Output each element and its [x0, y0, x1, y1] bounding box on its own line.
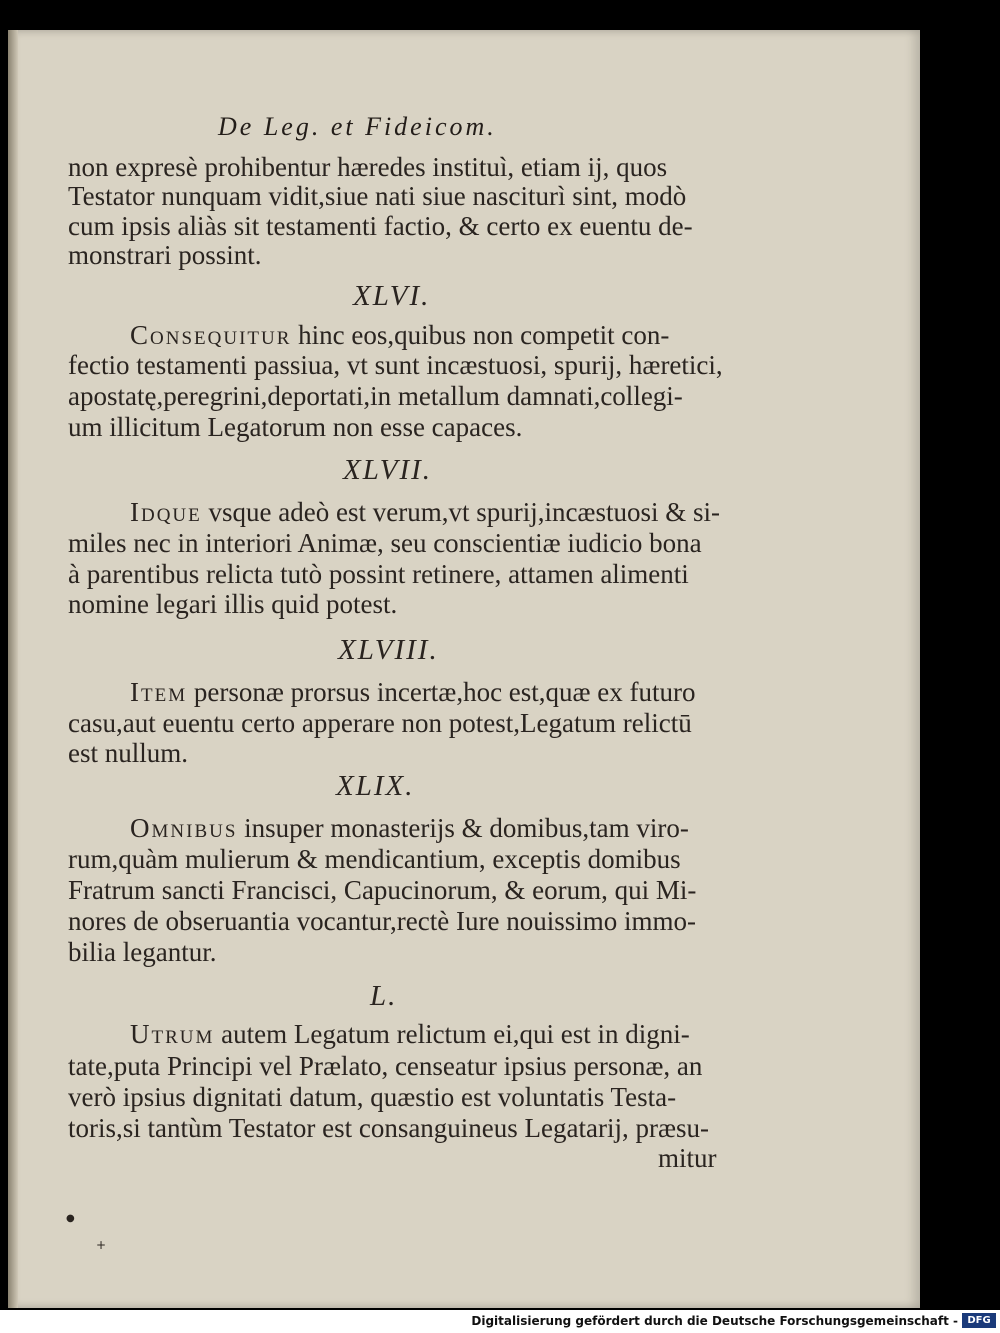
text-line: Testator nunquam vidit,siue nati siue nasciturì sint, modò — [68, 181, 687, 211]
text-line: toris,si tantùm Testator est consanguineus Legatarij, præsu- — [68, 1113, 709, 1143]
text-line: casu,aut euentu certo apperare non potest,Legatum relictū — [68, 708, 692, 738]
section-lead-word: Utrum — [130, 1019, 215, 1049]
text-line: rum,quàm mulierum & mendicantium, exceptis domibus — [68, 844, 681, 874]
text-line: Fratrum sancti Francisci, Capucinorum, & eorum, qui Mi- — [68, 875, 697, 905]
section-numeral: XLVII. — [343, 454, 433, 486]
section-numeral: L. — [370, 980, 398, 1012]
section-numeral: XLIX. — [336, 770, 415, 802]
text-line: hinc eos,quibus non competit con- — [291, 320, 670, 350]
ink-speck: + — [96, 1238, 107, 1252]
section-lead-word: Consequitur — [130, 320, 292, 350]
text-line: miles nec in interiori Animæ, seu conscientiæ iudicio bona — [68, 528, 702, 558]
text-line: insuper monasterijs & domibus,tam viro- — [237, 813, 689, 843]
text-line: apostatę,peregrini,deportati,in metallum damnati,collegi- — [68, 381, 683, 411]
text-line: autem Legatum relictum ei,qui est in digni- — [214, 1019, 690, 1049]
text-line: cum ipsis aliàs sit testamenti factio, & certo ex euentu de- — [68, 211, 693, 241]
text-line: non expresè prohibentur hæredes instituì, etiam ij, quos — [68, 152, 668, 182]
section-lead-word: Idque — [130, 497, 202, 527]
text-line: vsque adeò est verum,vt spurij,incæstuosi & si- — [201, 497, 720, 527]
text-line: à parentibus relicta tutò possint retinere, attamen alimenti — [68, 559, 689, 589]
text-line: fectio testamenti passiua, vt sunt incæstuosi, spurij, hæretici, — [68, 350, 723, 380]
book-page — [8, 30, 920, 1308]
section-lead-word: Item — [130, 677, 188, 707]
section-lead-word: Omnibus — [130, 813, 238, 843]
section-numeral: XLVI. — [353, 280, 431, 312]
text-line: bilia legantur. — [68, 937, 217, 967]
section-numeral: XLVIII. — [338, 634, 439, 666]
text-line: um illicitum Legatorum non esse capaces. — [68, 412, 523, 442]
funding-credit: Digitalisierung gefördert durch die Deutsche Forschungsgemeinschaft - — [471, 1314, 958, 1328]
text-line: verò ipsius dignitati datum, quæstio est voluntatis Testa- — [68, 1082, 677, 1112]
text-line: personæ prorsus incertæ,hoc est,quæ ex futuro — [187, 677, 696, 707]
catchword: mitur — [658, 1143, 717, 1173]
text-line: nomine legari illis quid potest. — [68, 589, 398, 619]
digitization-footer — [0, 1310, 1000, 1333]
dfg-logo: DFG — [962, 1313, 996, 1328]
running-header: De Leg. et Fideicom. — [218, 112, 497, 141]
page-gutter — [8, 30, 18, 1308]
text-line: est nullum. — [68, 738, 188, 768]
text-line: nores de obseruantia vocantur,rectè Iure nouissimo immo- — [68, 906, 696, 936]
ink-speck: ● — [66, 1213, 75, 1224]
text-line: monstrari possint. — [68, 240, 262, 270]
text-line: tate,puta Principi vel Prælato, censeatur ipsius personæ, an — [68, 1051, 703, 1081]
